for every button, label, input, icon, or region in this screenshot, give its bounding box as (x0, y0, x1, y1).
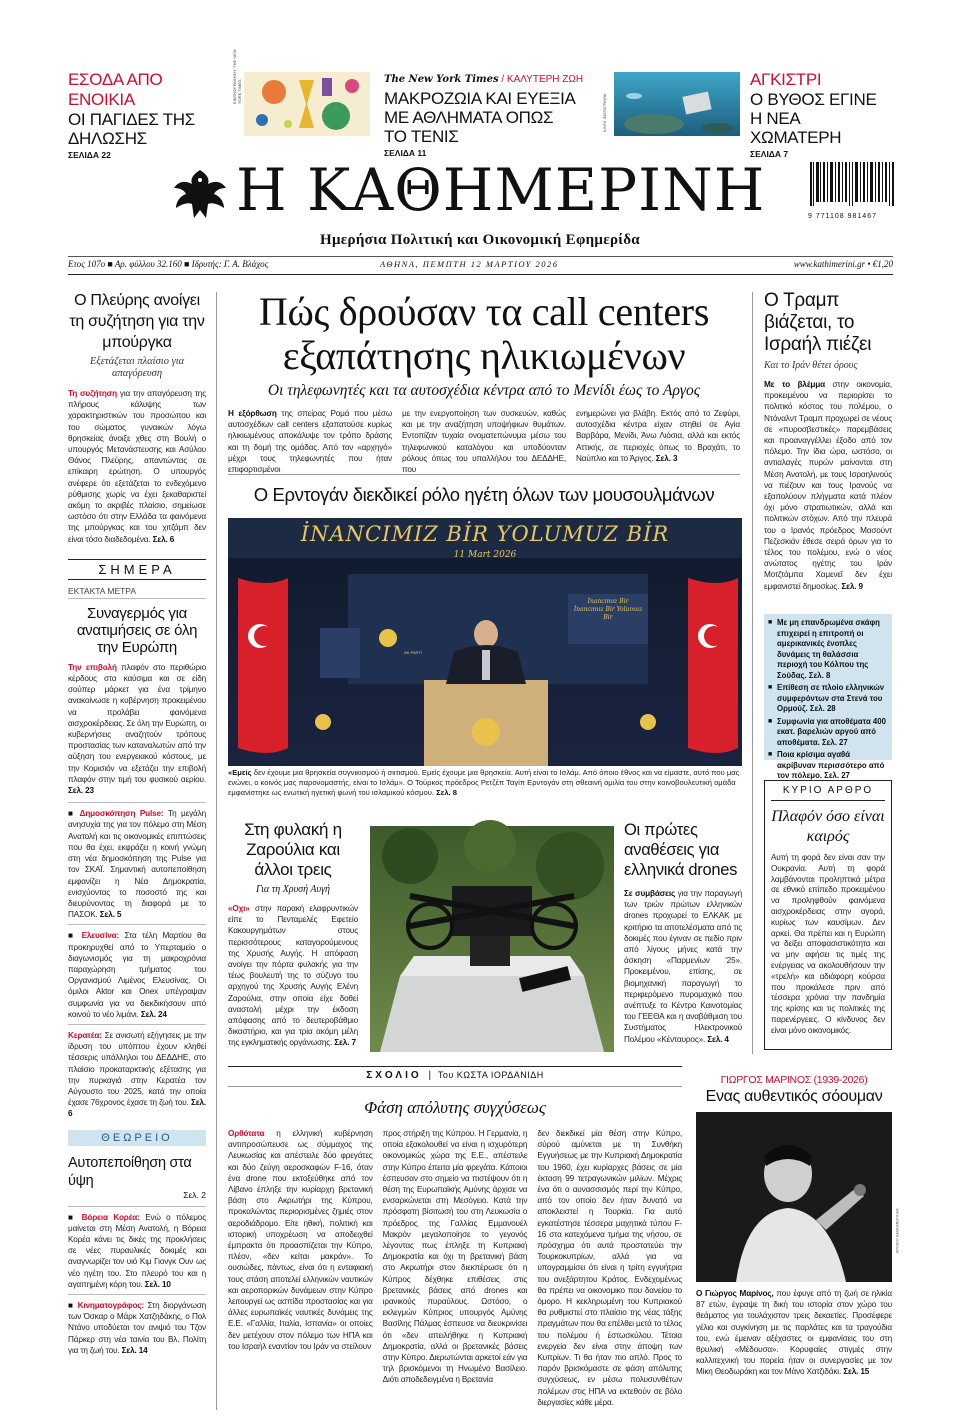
erdogan-party-logo: AK PARTİ (404, 650, 422, 655)
korea-page[interactable]: Σελ. 10 (144, 1279, 171, 1289)
pulse-item: ■ Δημοσκόπηση Pulse: Τη μεγάλη ανησυχία της για τον πόλεμο στη Μέση Ανατολή και τις οικονομικές επιπτώσεις που θα έχει, εκφράζει η κοινή γνώμη στη νέα δημοσκόπηση της Pulse για τον ΣΚΑΪ. Σημαντική αυτοπεποίθηση εμφανίζει η Νέα Δημοκρατία, ενισχύοντας το ποσοστό της και διευρύνοντας τη διαφορά με το ΠΑΣΟΚ. Σελ. 5 (68, 809, 206, 920)
film-page[interactable]: Σελ. 14 (121, 1345, 148, 1355)
issue-web-price[interactable]: www.kathimerini.gr • €1,20 (793, 259, 893, 269)
news-bullets (764, 614, 892, 780)
issue-date: ΑΘΗΝΑ, ΠΕΜΠΤΗ 12 ΜΑΡΤΙΟΥ 2026 (380, 259, 559, 269)
lead-headline[interactable]: Πώς δρούσαν τα call centers εξαπάτησης ηλικιωμένων (258, 289, 710, 378)
korea-text: Ενώ ο πόλεμος μαίνεται στη Μέση Ανατολή, η Βόρεια Κορέα κάνει τις δικές της προκλήσεις σε νέες πυραυλικές δοκιμές και αναγνωρίζει τον υιό Κιμ Γιονγκ Ουν ως νέο ηγέτη του. Στο πλευρό του και η αγαπημένη κόρη του. (68, 1212, 206, 1289)
erdogan-caption-page[interactable]: Σελ. 8 (436, 788, 457, 797)
lead-body-col3-text: ενημερώνει για βλάβη. Εκτός από το Ζεφύρι, αυτοσχέδια κέντρα είχαν στηθεί σε Αγία Βαρβάρα, Μενίδι, Άνω Λιόσια, αλλά και εκτός Αττικής, σε περιοχές όπως το Βραχάτι, το Ναύπλιο και το Άργος. (576, 409, 740, 463)
alarm-body (68, 662, 206, 796)
scholio-col1 (228, 1128, 373, 1408)
erdogan-caption-text: δεν έχουμε μια θρησκεία συγνικισμού ή σιιτισμού. Εμείς έχουμε μια θρησκεία. Αυτή είναι το Ισλάμ. Από όποιο έθνος και να είμαστε, αυτό που μας ενώνει, ο κοινός μας παρονομαστής, είναι το Ισλάμ». Ο Τούρκος πρόεδρος Ρετζέπ Ταγίπ Ερντογάν στη σθεαινή ομιλία του στην κοινοβουλευτική ομάδα εμφανίστηκε ως ενωτική ηγετική φωνή του ισλαμικού κόσμου. (228, 768, 740, 797)
promo-page: ΣΕΛΙΔΑ 7 (750, 149, 789, 159)
scholio-lead: Ορθότατα (228, 1129, 265, 1138)
pleuris-lead: Τη συζήτηση (68, 389, 117, 398)
erdogan-date: 11 Mart 2026 (453, 550, 517, 560)
bullet-text: Με μη επανδρωμένα σκάφη επιχειρεί η επιτροπή οι αμερικανικές ένοπλες δυνάμεις τη θαλάσσια περιοχή του Κόλπου της Σούδας. (777, 618, 880, 680)
right-column (764, 290, 892, 592)
promo-rent[interactable] (68, 70, 228, 160)
drones-text: για την παραγωγή των τριών πρώτων ελληνικών drones προχωρεί το ΕΛΚΑΚ με κριτήριο τα αποτελέσματα από τις δοκιμές που έγιναν σε πεδίο πριν από λίγους μήνες κατά την άσκηση «Παρμενίων '25». Προκειμένου, επίσης, σε βιομηχανική παραγωγή το περιφερόμενο πυρομαχικό που ανέπτυξε το Κέντρο Καινοτομίας του ΓΕΕΘΑ και η αναβάθμιση του Συστήματος Ηλεκτρονικού Πολέμου «Κένταυρος». (624, 889, 742, 1044)
masthead-title: Η ΚΑΘΗΜΕΡΙΝΗ (236, 156, 766, 224)
film-item: ■ Κινηματογράφος: Στη διοργάνωση των Όσκαρ ο Μάρκ Χατζηδάκης, ο Πολ Ντάνο υποδύεται τον ανιψιό του Τζον Πάρκερ στη νέα ταινία του Βλ. Πολίτη για τη ζωή του. Σελ. 14 (68, 1300, 206, 1355)
lead-body-col1 (228, 408, 392, 475)
pulse-lead: Δημοσκόπηση Pulse: (79, 809, 164, 819)
issue-rule-top (68, 256, 893, 257)
drones-body (624, 888, 742, 1045)
promo-title: ΟΙ ΠΑΓΙΔΕΣ ΤΗΣ ΔΗΛΩΣΗΣ (68, 110, 195, 148)
promo-kicker: ΑΓΚΙΣΤΡΙ (750, 70, 822, 89)
zaroulia-body (228, 903, 358, 1049)
pleuris-page[interactable]: Σελ. 6 (152, 534, 175, 544)
issue-rule-bottom (68, 274, 893, 275)
editorial-label: ΚΥΡΙΟ ΑΡΘΡΟ (771, 781, 885, 801)
left-divider (216, 292, 217, 1410)
obituary-lead: Ο Γιώργος Μαρίνος, (696, 1289, 774, 1298)
lead-body-lead: Η εξόρθωση (228, 409, 277, 418)
tennis-illustration (244, 72, 370, 136)
pleuris-body (68, 388, 206, 545)
obituary-photo-credit: ΑΡΧΕΙΟ ΚΑΘΗΜΕΡΙΝΗΣ (894, 1208, 899, 1254)
lead-story (228, 289, 740, 475)
trump-title[interactable]: Ο Τραμπ βιάζεται, το Ισραήλ πιέζει (764, 290, 872, 355)
editorial-body: Αυτή τη φορά δεν είναι σαν την Ουκρανία. Αυτή τη φορά λαμβάνονται προληπτικά μέτρα σε εθνικό επίπεδο προκειμένου να προληφθούν φαινόμενα αισχροκέρδειας στην αγορά, κυρίως των καυσίμων. Δεν αρκεί. Θα πρέπει και η Ευρώπη να δείξει αποφασιστικότητα και να μην αφήσει τις τιμές της ενέργειας να ακολουθήσουν την «τρελή» και αδιάφορη κούρσα που προκάλεσε πριν από τέσσερα χρόνια την πανδημία της κρίσης και τις πολιτικές της παρενέργειες. Ο κίνδυνος δεν είναι μόνο οικονομικός. (771, 853, 885, 1035)
eagle-logo-icon (170, 164, 230, 224)
editorial-title[interactable]: Πλαφόν όσο είναι καιρός (771, 808, 885, 845)
today-label: ΣΗΜΕΡΑ (68, 559, 206, 580)
scholio-rule-mid (228, 1086, 682, 1087)
promo-photo-credit: ΚΙΝΓΚ ΦΩΤΟΓΡΑΦΙΑ (602, 93, 607, 132)
lead-page[interactable]: Σελ. 3 (655, 453, 678, 463)
lead-body-col1-text: της σπείρας Ρομά που μέσω αυτοσχέδιων call centers εξαπατούσε κυρίως ηλικιωμένους αποκάλυψε τον τρόπο δράσης και τη δομή της ομάδας. Από τον «αρχηγό» μέχρι τους τηλεφωνητές που ήταν επιφορτισμένοι (228, 409, 392, 475)
scholio-rule-top (228, 1066, 682, 1067)
drones-lead: Σε συμβάσεις (624, 889, 676, 898)
pleuris-subtitle: Εξετάζεται πλαίσιο για απαγόρευση (89, 356, 185, 379)
keratea-text: Σε ανισωτή εξήγησεις με την ίδρυση του υπόπτου έχουν κληθεί τέσσερις υπάλληλοι του ΔΕΔΔΗΕ, στο πλαίσιο προκαταρκτικής εξέτασης για την πυρκαγιά στην Κερατέα τον Αύγουστο του 2025, κατά την οποία έχασε 76χρονος έχασε τη ζωή του. (68, 1030, 206, 1108)
today-kicker: ΕΚΤΑΚΤΑ ΜΕΤΡΑ (68, 586, 206, 599)
pleuris-text: για την απαγόρευση της πλήρους κάλυψης των χαρακτηριστικών του προσώπου και του σώματος γυναικών λόγω θρησκείας άνοιξε χθες στη Βουλή ο υπουργός Μετανάστευσης και Ασύλου Θάνος Πλεύρης, απαντώντας σε επίκαιρη ερώτηση. Ο υπουργός ανέφερε ότι εξετάζεται το ενδεχόμενο ρύθμισης χωρίς να έχει ξεκαθαριστεί ακόμη το ακριβές πλαίσιο, σημείωσε ωστόσο ότι στην Ελλάδα τα φαινόμενα της μπούργκας και του χιτζάμπ δεν είναι τόσο διαδεδομένα. (68, 389, 206, 544)
seabed-photo (614, 72, 740, 136)
korea-item: ■ Βόρεια Κορέα: Ενώ ο πόλεμος μαίνεται στη Μέση Ανατολή, η Βόρεια Κορέα κάνει τις δικές της προκλήσεις σε νέες πυραυλικές δοκιμές και αναγνωρίζει τον υιό Κιμ Γιονγκ Ουν ως νέο ηγέτη του. Στο πλευρό του και η αγαπημένη κόρη του. Σελ. 10 (68, 1212, 206, 1289)
bullet-text: Επίθεση σε πλοίο ελληνικών συμφερόντων στα Στενά του Ορμούζ. (777, 683, 885, 713)
barcode-number: 9 771108 981467 (808, 213, 877, 220)
trump-text: στην οικονομία, προκειμένου να περιορίσει το πολιτικό κόστος του πολέμου, ο Ντόναλντ Τραμπ προχωρεί σε νέους σε «πυροσβεστικές» παρεμβάσεις και προαναγγέλλει έξοδο από τον πόλεμο. Την ίδια ώρα, ωστόσο, οι αντιαλαγές πυρών μαίνονται στη Μέση Ανατολή, με τους Ισραηλινούς να πιέζουν και τους Ιρανούς να εξαπολύουν πλήγματα κατά πλέον όχι μόνο στρατιωτικών, αλλά και πολιτικών στόχων. Από την πλευρά του ο Ιρανός πρόεδρος Μασούντ Πεζεσκιάν έθεσε σειρά όρων για το τέλος του πολέμου, ενώ ο νέος ανώτατος ηγέτης του Ιράν Μοτζτάμπα Χαμενεΐ δεν έχει εμφανιστεί δημοσίως. (764, 380, 892, 591)
erdogan-banner: İNANCIMIZ BİR YOLUMUZ BİR (300, 522, 670, 546)
alarm-lead: Την επιβολή (68, 662, 117, 672)
erdogan-headline[interactable]: Ο Ερντογάν διεκδικεί ρόλο ηγέτη όλων των μουσουλμάνων (253, 484, 715, 505)
zaroulia-subtitle: Για τη Χρυσή Αυγή (255, 884, 330, 895)
pulse-text: Τη μεγάλη ανησυχία της για τον πόλεμο στη Μέση Ανατολή και τις οικονομικές επιπτώσεις που θα έχει, εκφράζει η κοινή γνώμη στη νέα δημοσκόπηση της Pulse για τον ΣΚΑΪ. Σημαντική αυτοπεποίθηση εμφανίζει η Νέα Δημοκρατία, ενισχύοντας το ποσοστό της και διευρύνοντας τη διαφορά με το ΠΑΣΟΚ. (68, 809, 206, 920)
erdogan-screen-text: İnancımız Bir İnancımız Bir Yolumuz Bir (573, 598, 643, 621)
alarm-title[interactable]: Συναγερμός για ανατιμήσεις σε όλη την Ευρώπη (76, 604, 198, 656)
promo-strip (0, 0, 960, 160)
trump-body (764, 379, 892, 592)
eleusis-page[interactable]: Σελ. 24 (140, 1009, 167, 1019)
pulse-page[interactable]: Σελ. 5 (99, 910, 122, 920)
theory-title[interactable]: Αυτοπεποίθηση στα ύψη (68, 1154, 192, 1189)
theory-label: ΘΕΩΡΕΙΟ (68, 1130, 206, 1146)
barcode (808, 162, 898, 218)
scholio-col2: προς στήριξη της Κύπρου. Η Γερμανία, η οποία εξακολουθεί να είναι η ισχυρότερη οικονομικώς χώρα της Ε.Ε., απέστειλε στην Κύπρο έπειτα μία φρεγάτα. Κάποιοι έσπευσαν στο σημείο να πιστέψουν ότι η θέση της Ευρωπαϊκής Αμύνης άρχισε να ενσαρκώνεται στη Μεσόγειο. Κατά την πρόσφατη βίσιτωσή του στη Λευκωσία ο πρόεδρος της Γαλλίας Εμμανουέλ Μακρόν μεγαλοποίησε το γεγονός λέγοντας πως έπληξε τη Κυπριακή Δημοκρατία και όχι τη βρετανική βάση στο Ακρωτήρι στον διεκπέρωσε ότι η Κύπρος δέχθηκε επιθέσεις στις βρετανικές βάσεις από drones και ιρανικούς πυραύλους. Ωστόσο, ο εκλεγμών Κύπριος υπουργός Αμύνης Βασίλης Πάλμας έσπευσε να διευκρινίσει ότι «δεν απειλήθηκε η Κυπριακή Δημοκρατία, αλλά οι βρετανικές βάσεις στην Κύπρο. Διερωτώνται αρκετοί εάν για τηλ βρισκόμενοι τη Ηνωμένο Βασίλειο. Διότι αποδεδειγμένα η Βρετανία (382, 1129, 528, 1385)
korea-lead: Βόρεια Κορέα: (81, 1212, 140, 1222)
nyt-brand: The New York Times (384, 74, 499, 85)
drones-title[interactable]: Οι πρώτες αναθέσεις για ελληνικά drones (624, 821, 738, 879)
erdogan-caption-lead: «Εμείς (228, 768, 252, 777)
obituary-kicker: ΓΙΩΡΓΟΣ ΜΑΡΙΝΟΣ (1939-2026) (720, 1074, 868, 1086)
drones-page[interactable]: Σελ. 4 (707, 1034, 729, 1044)
bullet-page: Σελ. 27 (824, 771, 850, 780)
promo-agkistri[interactable] (750, 70, 910, 159)
scholio-author: Του ΚΩΣΤΑ ΙΟΡΔΑΝΙΔΗ (437, 1070, 544, 1080)
eleusis-lead: Ελευσίνα: (81, 931, 120, 941)
drones-story (624, 820, 742, 1045)
film-text: Στη διοργάνωση των Όσκαρ ο Μάρκ Χατζηδάκης, ο Πολ Ντάνο υποδύεται τον ανιψιό του Τζον Πάρκερ στη νέα ταινία του Βλ. Πολίτη για τη ζωή του. (68, 1300, 206, 1355)
lead-body-col2 (402, 408, 566, 475)
scholio-header: ΣΧΟΛΙΟ | Του ΚΩΣΤΑ ΙΟΡΔΑΝΙΔΗ (366, 1070, 544, 1081)
film-lead: Κινηματογράφος: (77, 1300, 145, 1310)
pleuris-title[interactable]: Ο Πλεύρης ανοίγει τη συζήτηση για την μπούργκα (69, 292, 205, 351)
promo-page: ΣΕΛΙΔΑ 11 (384, 148, 427, 158)
zaroulia-text: στην παρακή ελαφρυντικών είπε το Πενταμελές Εφετείο Κακουργημάτων στους περισσότερους καταγορούμενους της Χρυσής Αυγής. Η απόφαση ανοίγει την πόρτα φυλακής για την τέως βουλευτή της το σύζυγο του αρχηγού της Χρυσής Αυγής Ελένη Ζαρούλια, στην οποία είχε δοθεί αναστολή μέχρι την έκδοση απόφασης από το δευτεροβάθμιο δικαστήριο, και για τρία ακόμη μέλη της εγκληματικής οργάνωσης. (228, 904, 358, 1048)
keratea-item (68, 1030, 206, 1120)
bullet-page: Σελ. 28 (809, 704, 836, 713)
marinos-photo (696, 1112, 899, 1282)
obituary-title[interactable]: Ενας αυθεντικός σόουμαν (705, 1088, 883, 1105)
erdogan-caption (228, 768, 742, 798)
left-column (68, 290, 206, 1410)
lead-body-col2-text: με την ενεργοποίηση των συσκευών, καθώς και με την αναζήτηση υποψήφιων θυμάτων. Εντοπίζαν τυχαία ονοματεπώνυμα μέσω του τηλεφωνικού καταλόγου και υποδύονταν ρόλους όπως του υπαλλήλου του ΔΕΔΔΗΕ, που (402, 409, 566, 475)
promo-kicker: / ΚΑΛΥΤΕΡΗ ΖΩΗ (501, 74, 584, 85)
theory-page[interactable]: Σελ. 2 (183, 1189, 206, 1200)
bullet-item[interactable] (768, 683, 888, 715)
bullet-text: Ποια κρίσιμα αγαθά ακρίβυναν περισσότερο από τον πόλεμο. (777, 750, 885, 780)
zaroulia-page[interactable]: Σελ. 7 (334, 1038, 356, 1048)
editorial (764, 780, 892, 1050)
alarm-page[interactable]: Σελ. 23 (68, 786, 94, 796)
zaroulia-story (228, 820, 358, 1049)
promo-title: ΜΑΚΡΟΖΩΙΑ ΚΑΙ ΕΥΕΞΙΑ ΜΕ ΑΘΛΗΜΑΤΑ ΟΠΩΣ ΤΟ ΤΕΝΙΣ (384, 89, 575, 146)
masthead (0, 150, 960, 280)
eleusis-text: Στα τέλη Μαρτίου θα προκηρυχθεί από το Υπερταμείο ο διαγωνισμός για τη μακροχρόνια παραχώρηση τμήματος του Οργανισμού Λιμένος Ελευσίνας. Οι όμιλοι Aktor και Onex υπέγραψαν συμφωνία για να διεκδικήσουν από κοινού το νέο λιμάνι. (68, 931, 207, 1019)
obituary-page[interactable]: Σελ. 15 (843, 1367, 870, 1377)
promo-page: ΣΕΛΙΔΑ 22 (68, 150, 111, 160)
trump-page[interactable]: Σελ. 9 (841, 581, 863, 591)
bullet-text: Συμφωνία για αποθέματα 400 εκατ. βαρελιών αργού από αποθέματα. (777, 716, 886, 747)
masthead-subtitle: Ημερήσια Πολιτική και Οικονομική Εφημερίδα (320, 232, 640, 248)
erdogan-photo (228, 518, 742, 766)
eleusis-item: ■ Ελευσίνα: Στα τέλη Μαρτίου θα προκηρυχθεί από το Υπερταμείο ο διαγωνισμός για τη μακροχρόνια παραχώρηση τμήματος του Οργανισμού Λιμένος Ελευσίνας. Οι όμιλοι Aktor και Onex υπέγραψαν συμφωνία για να διεκδικήσουν από κοινού το νέο λιμάνι. Σελ. 24 (68, 931, 207, 1019)
erdogan-rule (228, 474, 740, 475)
trump-lead: Με το βλέμμα (764, 380, 825, 389)
obituary (696, 1074, 899, 1378)
keratea-lead: Κερατέα: (68, 1030, 102, 1040)
lead-subtitle: Οι τηλεφωνητές και τα αυτοσχέδια κέντρα από το Μενίδι έως το Αργος (267, 382, 701, 399)
alarm-text: πλαφόν στο περιθώριο κέρδους στα καύσιμα και σε είδη σούπερ μάρκετ για ένα τρίμηνο ανακοίνωσε η κυβέρνηση προκειμένου να προλάβει φαινόμενα αισχροκέρδειας. Σε όλη την Ευρώπη, οι κυβερνήσεις αναζητούν τρόπους προστασίας των καταναλωτών από την αύξηση του ενεργειακού κόστους, με την Κομισιόν να εξετάζει την επιβολή πλαφόν στην τιμή του φυσικού αερίου. (68, 662, 206, 784)
right-divider (752, 292, 753, 1054)
promo-longevity[interactable] (384, 72, 584, 158)
scholio-title[interactable]: Φάση απόλυτης συγχύσεως (364, 1098, 546, 1117)
trump-subtitle: Και το Ιράν θέτει όρους (764, 360, 858, 371)
scholio-label: ΣΧΟΛΙΟ (366, 1070, 422, 1081)
issue-number: Ετος 107ο ■ Αρ. φύλλου 32.160 ■ Ιδρυτής: Γ. Α. Βλάχος (68, 259, 269, 269)
zaroulia-lead: «Οχι» (228, 904, 250, 913)
zaroulia-title[interactable]: Στη φυλακή η Ζαρούλια και άλλοι τρεις (244, 820, 342, 879)
bullet-page: Σελ. 27 (822, 737, 848, 747)
obituary-body (696, 1288, 892, 1378)
bullet-page: Σελ. 8 (808, 670, 831, 680)
lead-body-col3 (576, 408, 740, 475)
promo-kicker: ΕΣΟΔΑ ΑΠΟ ΕΝΟΙΚΙΑ (68, 70, 163, 109)
promo-photo-credit: ΕΙΚΟΝΟΓΡΑΦΗΣΗ: ΤΗΕ NEW YORK TIMES (232, 49, 242, 104)
scholio-col3: δεν διεκδικεί μία θέση στην Κύπρο, σύρού αμύνεται με τη Συνθήκη Εγγυήσεως με την Κυπριακή Δημοκρατία του 1960, έχει κυρίαρχες βάσεις σε μία έκταση 99 τετραγωνικών μιλίων. Μέχρις ένα ότι ο αυνασσισμός περί την Κύπρο, από τον οποίο δεν ήταν δυνατό να αποκλειστεί η Τουρκία. Για αυτό εγκατέστησε τέσσερα μαχητικά τύπου F-16 στα κατεχόμενα τμήμα της νήσου, σε πρόσχημα ότι αυτά προστατεύει την Τουρκοκυπρίων, αλλά για να υπογραμμίσει ότι είναι η τρίτη εγγυήτρια του ανεξάρτητου Κράτος. Ενδεχομένως θα πρέπει να οικονομικο που δανείου το όμορο. Η κεκληρωμένη του Κυπριακού θα ρυθμιστεί στο πλαίσιο της νέας τάξης πραγμάτων που θα επέλθει μετά το τέλος του πολέμου ή έστωσκύλου. Τέτοια ενεργεία δεν είναι στην άποψη των Κυπρίων. Τι θα ήταν πιο απλό. Προς το παρόν βρισκόμαστε σε φάση απόλυτης συγχύσεως, εν μέσω πολυσυνθέτων πολέμων στις ΗΠΑ να εκτεθούν σε βόλο διεργασίες κάθε μέρα. (537, 1129, 683, 1407)
obituary-text: που έφυγε από τη ζωή σε ηλικία 87 ετών, έγραψε τη δική του ιστορία στον χώρο του θεάματος για τουλάχιστον τρεις δεκαετίες. Προσέφερε γέλιο και συγκίνηση με τις παρλάτες και τα τραγούδια του, ενώ έμειναν αξέχαστες οι εμφανίσεις του στη θρυλική «Μέδουσα». Κορυφαίες στιγμές στην καλλιτεχνική του πορεία ήταν οι συνεργασίες με τον Μίκη Θεοδωράκη και τον Μάνο Χατζιδάκι. (696, 1289, 892, 1377)
promo-title: Ο ΒΥΘΟΣ ΕΓΙΝΕ Η ΝΕΑ ΧΩΜΑΤΕΡΗ (750, 90, 877, 147)
issue-line (68, 259, 893, 273)
scholio-col1-text: η ελληνική κυβέρνηση αντιπροσώπευσε ως σύμμαχος της Λευκωσίας και απέστειλε δύο φρεγάτες και δύο ζεύγη αεροσκαφών F-16, όταν ένα drone που εκτοξεύθηκε από τον Λίβανο έπληξε την κυρίαρχη βρετανική βάση στο Ακρωτήρι της Κύπρου, προκαλώντας περιορισμένες ζημιές στον αεροδιάδρομο. Είτε ηθική, πολιτική και ιστορική υποχρέωση να αποδειχθεί έμπρακτα ότι προασπίζεται την Κύπρο, πλέον, «δεν κείται μακράν». Το ουσιώδες, πάντως, είναι ότι η ενταφιακή τους στάση αποτελεί ελληνικών ναυτικών και αεροπορικών δυνάμεων στην Κύπρο λειτουργεί ως ασπίδα προστασίας και για άλλες ευρωπαϊκές ναυτικές δυνάμεις της Ε.Ε. «Γαλλία, Ιταλία, Ισπανία» οι οποίες δεν μετέχουν στον πόλεμο των ΗΠΑ και του Ισραήλ εναντίον του Ιράν να στείλουν (228, 1129, 373, 1351)
bullet-item[interactable] (768, 618, 888, 681)
scholio-body (228, 1128, 682, 1408)
bullet-item[interactable] (768, 750, 888, 782)
drone-photo (370, 826, 614, 1052)
bullet-item[interactable] (768, 717, 888, 749)
lead-body (228, 408, 740, 475)
keratea-page[interactable]: Σελ. 6 (68, 1098, 206, 1119)
